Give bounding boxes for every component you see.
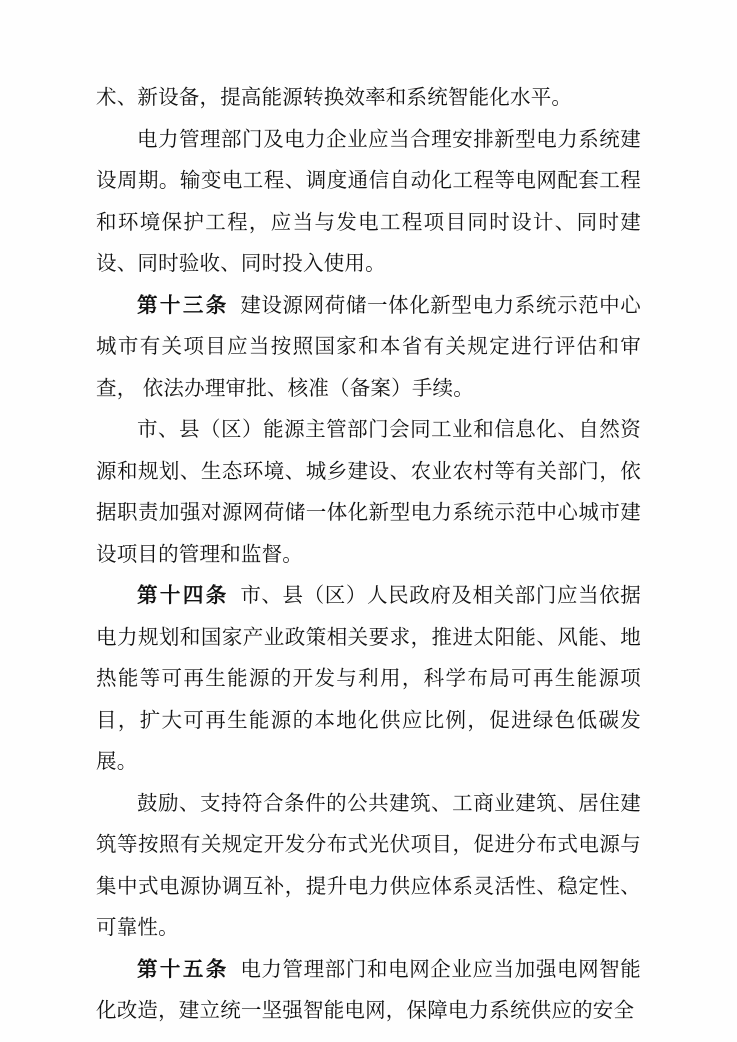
article-number-label: 第十三条 — [137, 294, 229, 317]
paragraph-text: 电力管理部门及电力企业应当合理安排新型电力系统建设周期。输变电工程、调度通信自动化工程等电网配套工程和环境保护工程，应当与发电工程项目同时设计、同时建设、同时验收、同时投入使用。 — [96, 128, 641, 275]
paragraph — [96, 784, 641, 950]
article-paragraph-15 — [96, 950, 641, 1033]
document-body — [96, 78, 641, 1033]
paragraph-text: 建设源网荷储一体化新型电力系统示范中心城市有关项目应当按照国家和本省有关规定进行评估和审查， 依法办理审批、核准（备案）手续。 — [96, 294, 641, 400]
paragraph-text: 市、县（区）能源主管部门会同工业和信息化、自然资源和规划、生态环境、城乡建设、农业农村等有关部门，依据职责加强对源网荷储一体化新型电力系统示范中心城市建设项目的管理和监督。 — [96, 419, 641, 566]
article-number-label: 第十四条 — [137, 585, 229, 607]
article-paragraph-13 — [96, 286, 641, 411]
paragraph-text: 市、县（区）人民政府及相关部门应当依据电力规划和国家产业政策相关要求，推进太阳能、风能、地热能等可再生能源的开发与利用，科学布局可再生能源项目，扩大可再生能源的本地化供应比例，促进绿色低碳发展。 — [96, 585, 641, 773]
paragraph-text: 鼓励、支持符合条件的公共建筑、工商业建筑、居住建筑等按照有关规定开发分布式光伏项目，促进分布式电源与集中式电源协调互补，提升电力供应体系灵活性、稳定性、可靠性。 — [96, 792, 641, 939]
article-paragraph-14 — [96, 576, 641, 784]
article-number-label: 第十五条 — [137, 958, 229, 981]
paragraph-continuation — [96, 78, 641, 120]
paragraph — [96, 410, 641, 576]
paragraph-text: 术、新设备，提高能源转换效率和系统智能化水平。 — [96, 87, 573, 109]
paragraph-text: 电力管理部门和电网企业应当加强电网智能化改造，建立统一坚强智能电网，保障电力系统供应的安全 — [96, 958, 641, 1022]
paragraph — [96, 120, 641, 286]
